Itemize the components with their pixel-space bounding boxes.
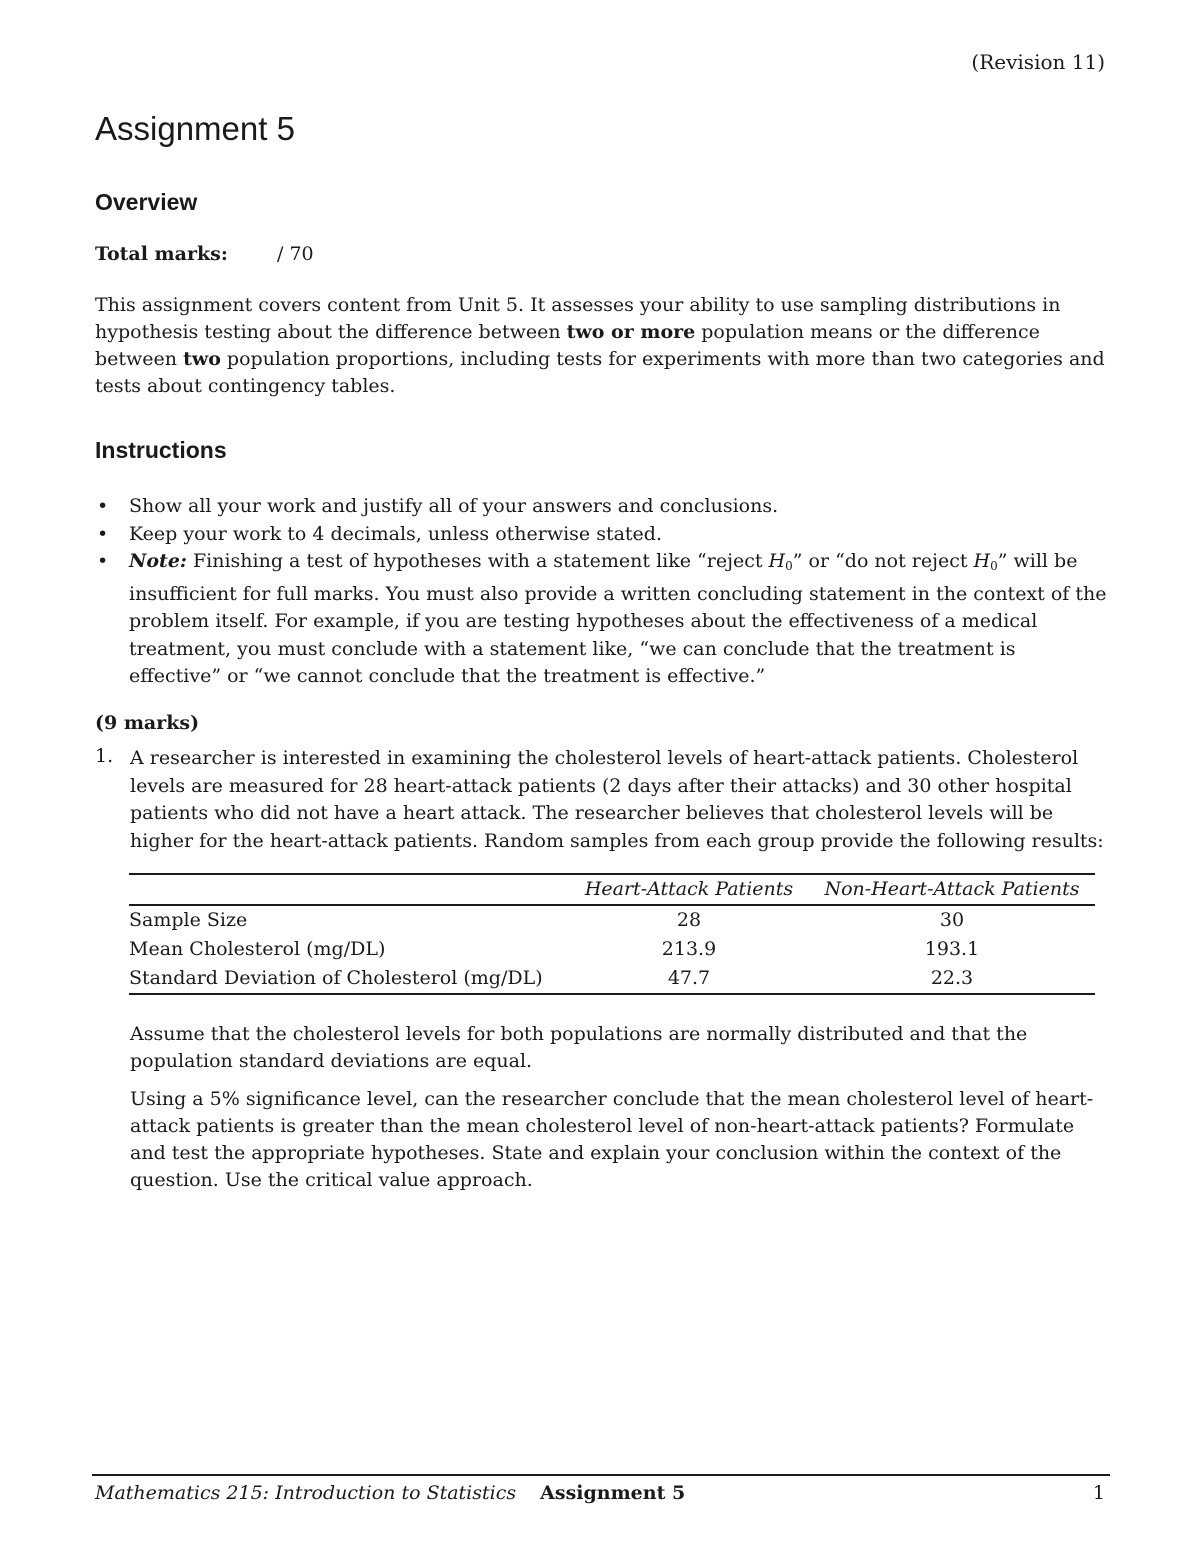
total-marks-value: / 70 xyxy=(277,243,314,265)
instructions-heading: Instructions xyxy=(95,437,227,463)
note-label: Note: xyxy=(129,550,187,572)
total-marks-label: Total marks: xyxy=(95,243,228,265)
footer-assignment: Assignment 5 xyxy=(540,1482,686,1504)
table-header: Non-Heart-Attack Patients xyxy=(809,874,1095,905)
bullet-icon: • xyxy=(97,522,109,545)
h0-symbol: H xyxy=(768,550,786,572)
table-cell: Standard Deviation of Cholesterol (mg/DL) xyxy=(129,964,569,994)
bullet-icon: • xyxy=(97,550,109,572)
footer-course: Mathematics 215: Introduction to Statistics xyxy=(95,1482,517,1504)
table-cell: 28 xyxy=(676,909,702,931)
table-row xyxy=(129,905,1095,935)
total-marks xyxy=(95,243,314,265)
assumption-paragraph: Assume that the cholesterol levels for both populations are normally distributed and that the population standard deviations are equal. xyxy=(130,1023,1028,1072)
h0-symbol: H xyxy=(973,550,991,572)
overview-text-3: population proportions, including tests for experiments with more than two categories and tests about contingency tables. xyxy=(95,348,1105,397)
overview-text-1: This assignment covers content from Unit 5. It assesses your ability to use sampling distributions in hypothesis testing about the difference between xyxy=(95,294,1061,343)
footer-divider xyxy=(92,1474,1110,1476)
footer xyxy=(95,1482,1105,1504)
question-marks: (9 marks) xyxy=(95,712,200,734)
task-paragraph: Using a 5% significance level, can the researcher conclude that the mean cholesterol level of heart-attack patients is greater than the mean cholesterol level of non-heart-attack patients? Formulate and test the appropriate hypotheses. State and explain your conclusion within the context of the question. Use the critical value approach. xyxy=(130,1088,1094,1191)
table-header: Heart-Attack Patients xyxy=(569,874,809,905)
instructions-list xyxy=(95,493,1107,691)
question-text: A researcher is interested in examining the cholesterol levels of heart-attack patients. Cholesterol levels are measured for 28 heart-attack patients (2 days after their attacks) and 30 other hospital patients who did not have a heart attack. The researcher believes that cholesterol levels will be higher for the heart-attack patients. Random samples from each group provide the following results: xyxy=(130,747,1104,852)
table-cell: Mean Cholesterol (mg/DL) xyxy=(129,938,386,960)
overview-bold-1: two or more xyxy=(566,321,696,343)
table-header-row xyxy=(129,874,1095,905)
list-item: • Keep your work to 4 decimals, unless otherwise stated. xyxy=(95,521,1107,549)
overview-paragraph xyxy=(95,292,1105,400)
table-row xyxy=(129,935,1095,964)
revision-label: (Revision 11) xyxy=(971,50,1105,74)
bullet-icon: • xyxy=(97,495,109,517)
table-cell: 22.3 xyxy=(809,964,1095,994)
results-table xyxy=(129,873,1095,995)
list-item: • Show all your work and justify all of your answers and conclusions. xyxy=(95,493,1107,521)
overview-text-2: population means or the difference between xyxy=(95,321,1040,370)
overview-bold-2: two xyxy=(183,348,221,370)
page-title: Assignment 5 xyxy=(95,110,295,147)
list-item: • Note: Finishing a test of hypotheses with a statement like “reject $H_0$” or “do not reject $H_0$” will be insufficient for full marks. You must also provide a written concluding statement in the context of the problem itself. For example, if you are testing hypotheses about the effectiveness of a medical treatment, you must conclude with a statement like, “we can conclude that the treatment is effective” or “we cannot conclude that the treatment is effective.” xyxy=(97,550,1107,687)
table-cell: 30 xyxy=(939,909,965,931)
page-number: 1 xyxy=(1092,1482,1105,1504)
overview-heading: Overview xyxy=(95,189,198,215)
table-cell: 47.7 xyxy=(569,964,809,994)
table-cell: Sample Size xyxy=(129,909,248,931)
table-header xyxy=(129,874,569,905)
table-row xyxy=(129,964,1095,994)
table-cell: 193.1 xyxy=(924,938,980,960)
table-cell: 213.9 xyxy=(661,938,717,960)
question-number: 1. xyxy=(95,745,114,767)
